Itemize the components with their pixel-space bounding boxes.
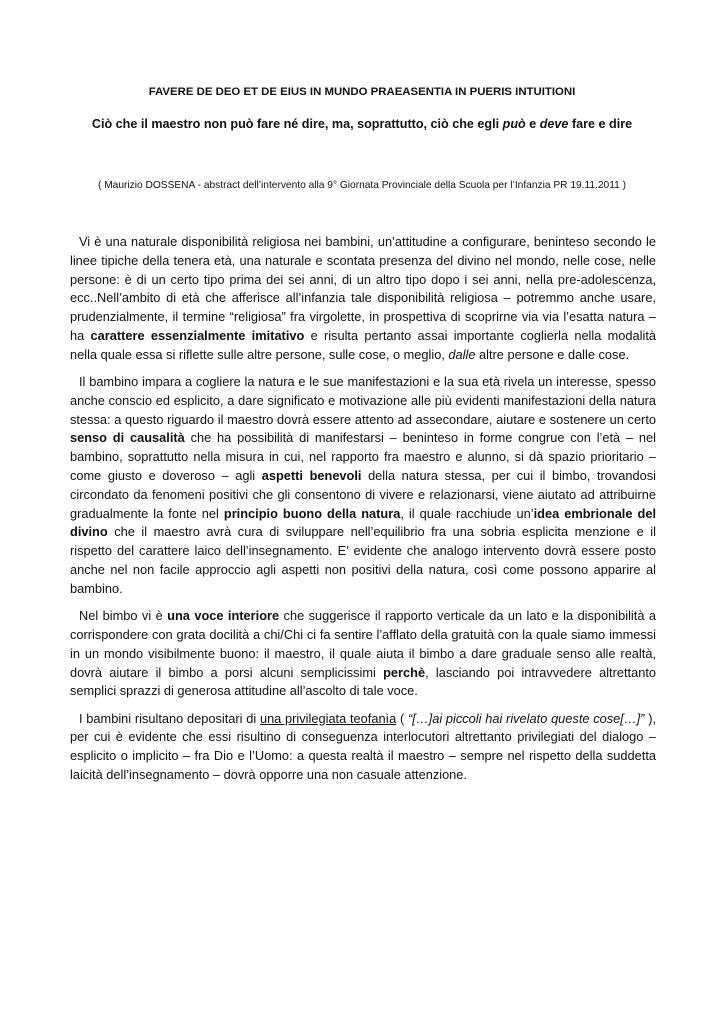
paragraph-text: , il quale racchiude un’ — [400, 505, 534, 521]
subtitle-emphasis-puo: può — [502, 117, 526, 131]
italic-phrase: dalle — [448, 346, 476, 362]
italic-quote: “[…]ai piccoli hai rivelato queste cose[…]” — [408, 710, 645, 726]
paragraph-text: che suggerisce il rapporto verticale da un lato e la disponibilità a corrispondere con grata docilità a chi/Chi ci fa sentire l’afflato della gratuità con la quale siamo immessi in un mondo visibilmente buono: il maestro, il quale aiuta il bimbo a dare graduale senso alle realtà, dovrà aiutare il bimbo a porsi alcuni semplicissimi — [70, 608, 656, 680]
paragraph-text: , lasciando poi intravvedere altrettanto semplici sprazzi di generosa attitudine all’ascolto di tale voce. — [70, 664, 656, 699]
bold-phrase: idea embrionale del divino — [70, 505, 656, 540]
bold-phrase: senso di causalità — [70, 430, 185, 446]
bold-phrase: aspetti benevoli — [261, 468, 362, 484]
bold-phrase: una voce interiore — [167, 608, 280, 624]
paragraph-text: Nel bimbo vi è — [79, 608, 168, 624]
document-body — [70, 233, 656, 793]
abstract-reference: ( Maurizio DOSSENA - abstract dell’intervento alla 9° Giornata Provinciale della Scuola per l’Infanzia PR 19.11.2011 ) — [97, 180, 627, 191]
paragraph-2 — [70, 373, 656, 599]
paragraph-3 — [70, 607, 656, 701]
document-title: FAVERE DE DEO ET DE EIUS IN MUNDO PRAEASENTIA IN PUERIS INTUITIONI — [148, 86, 576, 98]
paragraph-text: e risulta pertanto assai importante coglierla nella modalità nella quale essa si riflette sulle altre persone, sulle cose, o meglio, — [70, 327, 656, 362]
subtitle-text-2: e — [525, 117, 540, 131]
bold-phrase: perchè — [383, 664, 426, 680]
paragraph-1 — [70, 233, 656, 365]
paragraph-4 — [70, 710, 656, 785]
paragraph-text: ), per cui è evidente che essi risultino di conseguenza interlocutori altrettanto privilegiati del dialogo – esplicito o implicito – fra Dio e l’Uomo: a questa realtà il maestro – sempre nel rispetto della suddetta laicità dell’insegnamento – dovrà opporre una non casuale attenzione. — [70, 710, 657, 783]
subtitle-text-1: Ciò che il maestro non può fare né dire, ma, soprattutto, ciò che egli — [91, 117, 503, 131]
subtitle-emphasis-deve: deve — [539, 117, 569, 131]
paragraph-text: della natura stessa, per cui il bimbo, trovandosi circondato da fenomeni positivi che gli consentono di vivere e relazionarsi, viene aiutato ad attribuirne gradualmente la fonte nel — [70, 468, 656, 521]
paragraph-text: Vi è una naturale disponibilità religiosa nei bambini, un’attitudine a configurare, beninteso secondo le linee tipiche della tenera età, una naturale e scontata presenza del divino nel mondo, nelle cose, nelle persone: è di un certo tipo prima dei sei anni, di un altro tipo dopo i sei anni, nella pre-adolescenza, ecc..Nell’ambito di età che afferisce all’infanzia tale disponibilità religiosa – potremmo anche usare, prudenzialmente, il termine “religiosa” fra virgolette, in prospettiva di scoprirne via via l’esatta natura – ha — [70, 234, 656, 343]
bold-phrase: principio buono della natura — [223, 505, 401, 521]
paragraph-text: I bambini risultano depositari di — [79, 710, 260, 726]
paragraph-text: che il maestro avrà cura di sviluppare nell’equilibrio fra una sobria esplicita menzione e il rispetto del carattere laico dell’insegnamento. E’ evidente che analogo intervento dovrà essere posto anche nel non facile approccio agli aspetti non positivi della natura, così come possono apparire al bambino. — [70, 524, 656, 596]
paragraph-text: che ha possibilità di manifestarsi – beninteso in forme congrue con l’età – nel bambino, soprattutto nella misura in cui, nel rapporto fra maestro e alunno, si dà spazio prioritario – come giusto e doveroso – agli — [70, 430, 656, 484]
document-subtitle — [70, 117, 654, 131]
subtitle-text-3: fare e dire — [568, 117, 633, 131]
bold-phrase: carattere essenzialmente imitativo — [90, 327, 305, 343]
paragraph-text: altre persone e dalle cose. — [475, 346, 630, 362]
paragraph-text: Il bambino impara a cogliere la natura e le sue manifestazioni e la sua età rivela un interesse, spesso anche conscio ed esplicito, a dare significato e motivazione alle più evidenti manifestazioni della natura stessa: a questo riguardo il maestro dovrà essere attento ad assecondare, aiutare e sostenere un certo — [70, 374, 656, 427]
underlined-phrase: una privilegiata teofanìa — [259, 710, 397, 726]
paragraph-text: ( — [396, 710, 409, 726]
